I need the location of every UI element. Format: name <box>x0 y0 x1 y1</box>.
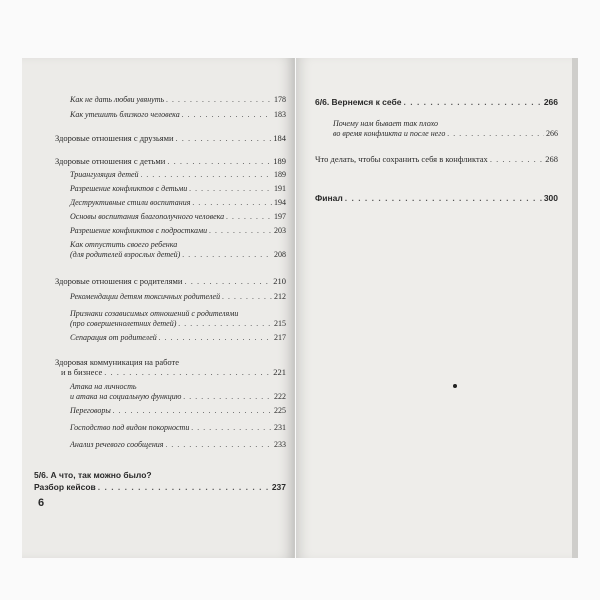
toc-entry-page: 212 <box>274 292 286 301</box>
toc-entry-page: 208 <box>274 250 286 259</box>
toc-entry-title: Как не дать любви увянуть <box>70 95 165 104</box>
toc-entry-title-cont: Разбор кейсов <box>34 482 96 492</box>
toc-entry <box>55 133 286 143</box>
toc-entry-title: Основы воспитания благополучного человека <box>70 212 225 221</box>
toc-entry <box>333 119 558 139</box>
toc-entry <box>70 309 286 329</box>
toc-entry <box>70 406 286 416</box>
toc-entry <box>55 357 286 377</box>
toc-entry-page: 237 <box>271 482 286 492</box>
toc-entry-title: Анализ речевого сообщения <box>70 440 164 449</box>
toc-entry-title: Разрешение конфликтов с подростками <box>70 226 208 235</box>
toc-entry-title: Здоровая коммуникация на работе <box>55 357 180 367</box>
toc-entry-title: Атака на личность <box>70 382 137 391</box>
toc-entry <box>55 276 286 286</box>
toc-entry-title: Как утешить близкого человека <box>70 110 180 119</box>
toc-entry-title: Как отпустить своего ребенка <box>70 240 178 249</box>
toc-entry <box>70 333 286 343</box>
toc-chapter-entry <box>315 97 558 107</box>
toc-entry-page: 178 <box>274 95 286 104</box>
toc-entry <box>70 440 286 450</box>
toc-entry-page: 300 <box>543 193 558 203</box>
left-page <box>22 58 295 558</box>
toc-entry <box>315 154 558 164</box>
toc-entry-page: 225 <box>274 406 286 415</box>
toc-entry-title: Разрешение конфликтов с детьми <box>70 184 188 193</box>
toc-entry-page: 222 <box>274 392 286 401</box>
toc-entry <box>70 198 286 208</box>
toc-entry-title: Господство под видом покорности <box>70 423 190 432</box>
toc-entry <box>70 95 286 105</box>
toc-entry-title: Деструктивные стили воспитания <box>70 198 191 207</box>
toc-entry <box>70 292 286 302</box>
toc-entry-title: Финал <box>315 193 343 203</box>
toc-entry-title: 5/6. А что, так можно было? <box>34 470 152 480</box>
toc-entry-page: 221 <box>273 367 286 377</box>
toc-entry-page: 215 <box>274 319 286 328</box>
toc-entry <box>70 110 286 120</box>
toc-entry-title: Здоровые отношения с родителями <box>55 276 183 286</box>
toc-entry-page: 266 <box>546 129 558 138</box>
toc-entry <box>70 382 286 402</box>
toc-entry-title: Триангуляция детей <box>70 170 139 179</box>
toc-entry-page: 233 <box>274 440 286 449</box>
toc-entry-page: 189 <box>274 170 286 179</box>
right-page <box>296 58 578 558</box>
toc-entry-title: 6/6. Вернемся к себе <box>315 97 402 107</box>
toc-entry-title: Переговоры <box>70 406 111 415</box>
toc-entry <box>55 156 286 166</box>
toc-entry-title-cont: и атака на социальную функцию <box>70 392 182 401</box>
print-speck <box>453 384 457 388</box>
toc-entry <box>70 423 286 433</box>
toc-entry-title: Что делать, чтобы сохранить себя в конфликтах <box>315 154 488 164</box>
toc-chapter-entry <box>34 470 286 492</box>
toc-entry-page: 194 <box>274 198 286 207</box>
toc-entry-title-cont: и в бизнесе <box>61 367 103 377</box>
toc-entry-page: 189 <box>273 156 286 166</box>
toc-entry-title-cont: во время конфликта и после него <box>333 129 446 138</box>
toc-entry-title-cont: (про совершеннолетних детей) <box>70 319 177 328</box>
toc-chapter-entry <box>315 193 558 203</box>
toc-entry <box>70 240 286 260</box>
toc-entry-title: Рекомендации детям токсичных родителей <box>70 292 221 301</box>
toc-entry <box>70 212 286 222</box>
toc-entry-page: 184 <box>273 133 286 143</box>
toc-entry-title: Почему нам бывает так плохо <box>333 119 438 128</box>
toc-entry-title: Признаки созависимых отношений с родителями <box>70 309 239 318</box>
toc-entry-page: 191 <box>274 184 286 193</box>
toc-entry <box>70 170 286 180</box>
toc-entry-title: Сепарация от родителей <box>70 333 157 342</box>
toc-entry-page: 217 <box>274 333 286 342</box>
toc-entry-page: 183 <box>274 110 286 119</box>
toc-entry-page: 210 <box>273 276 286 286</box>
toc-entry-title-cont: (для родителей взрослых детей) <box>70 250 181 259</box>
toc-entry-page: 231 <box>274 423 286 432</box>
toc-entry <box>70 226 286 236</box>
toc-entry-title: Здоровые отношения с детьми <box>55 156 166 166</box>
toc-entry-page: 203 <box>274 226 286 235</box>
page-number: 6 <box>38 497 45 509</box>
toc-entry-page: 268 <box>545 154 558 164</box>
toc-entry-title: Здоровые отношения с друзьями <box>55 133 174 143</box>
toc-entry-page: 197 <box>274 212 286 221</box>
toc-entry-page: 266 <box>543 97 558 107</box>
toc-entry <box>70 184 286 194</box>
